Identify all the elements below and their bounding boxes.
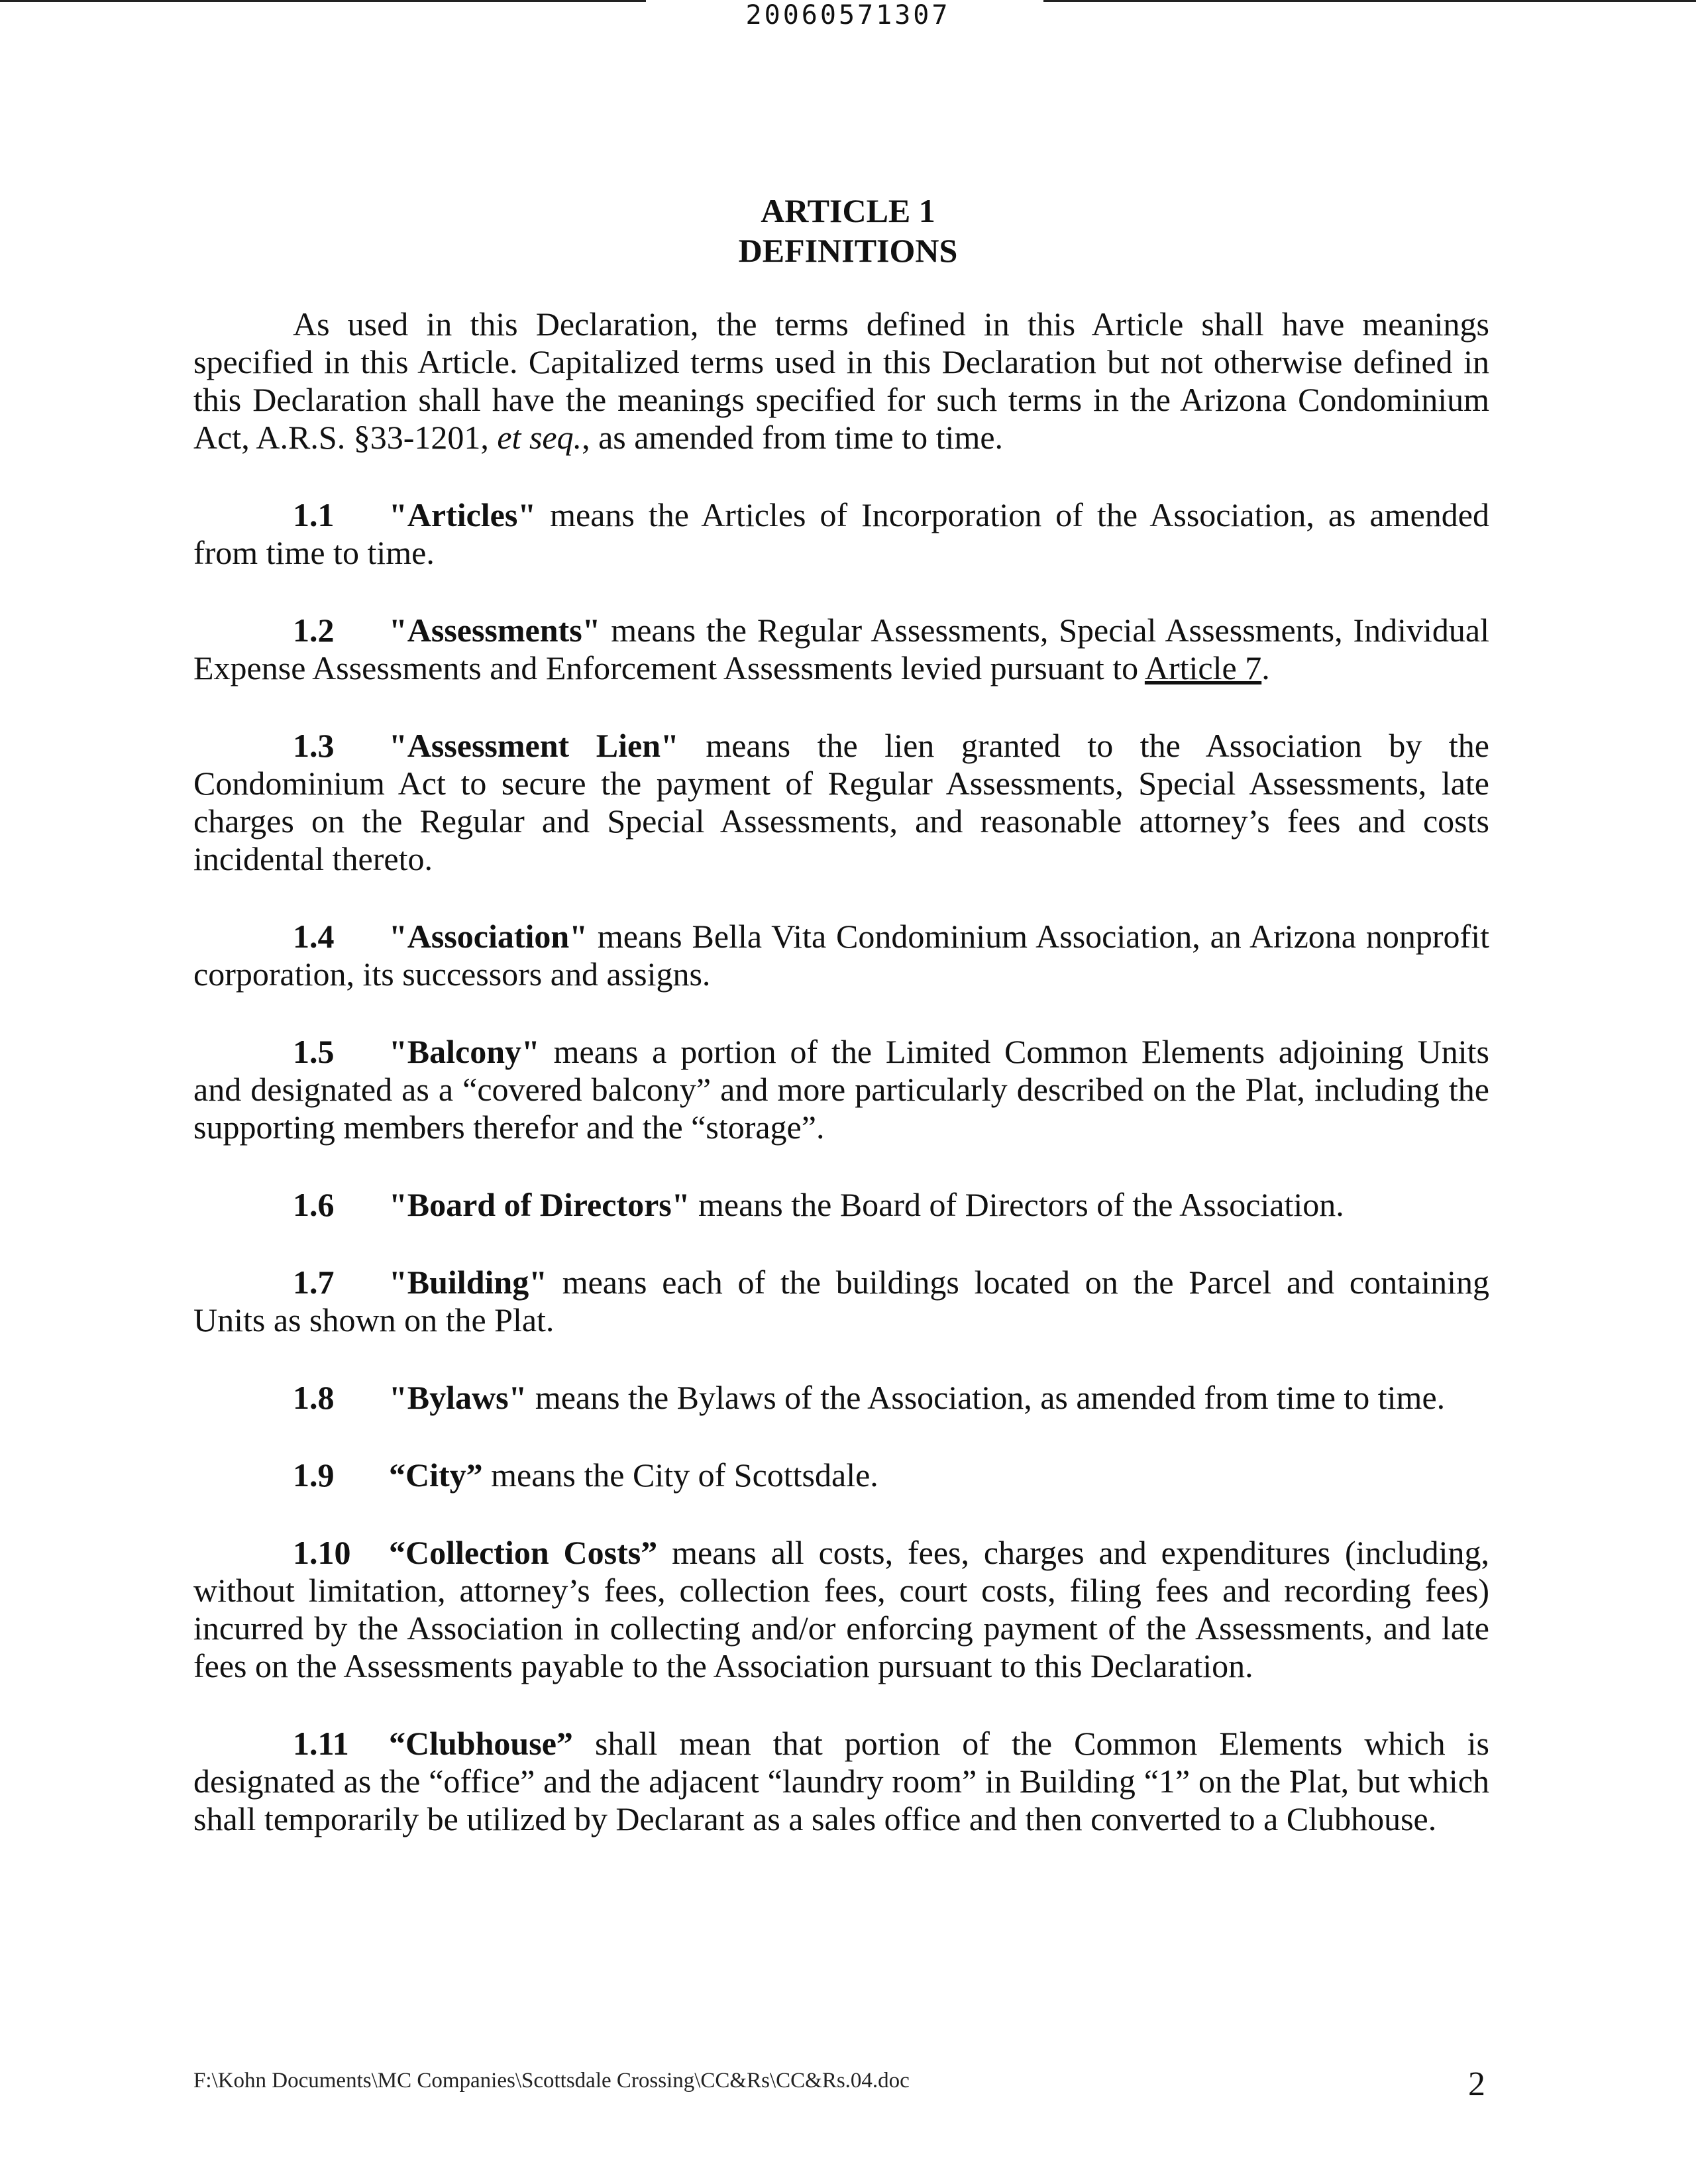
section-1-11 [193, 1725, 1489, 1838]
section-number: 1.6 [293, 1186, 335, 1223]
section-number: 1.7 [293, 1264, 335, 1301]
section-number: 1.9 [293, 1456, 335, 1494]
definition-text: means the lien granted to the Association by the Condominium Act to secure the payment of Regular Assessments, Special Assessments, late charges on the Regular and Special Assessments, and reasonable attorney’s fees and costs incidental thereto. [193, 727, 1489, 877]
section-1-6 [193, 1186, 1489, 1224]
definition-text: means each of the buildings located on the Parcel and containing Units as shown on the Plat. [193, 1264, 1489, 1338]
section-number: 1.11 [293, 1725, 349, 1762]
section-1-4 [193, 918, 1489, 993]
section-1-3 [193, 727, 1489, 878]
article-title: DEFINITIONS [738, 232, 958, 269]
section-number: 1.4 [293, 918, 335, 955]
definition-text: means all costs, fees, charges and expenditures (including, without limitation, attorney’s fees, collection fees, court costs, filing fees and recording fees) incurred by the Association in collecting and/or enforcing payment of the Assessments, and late fees on the Assessments payable to the Association pursuant to this Declaration. [193, 1534, 1489, 1684]
page-number: 2 [1468, 2065, 1485, 2103]
document-number: 20060571307 [745, 0, 951, 30]
defined-term: "Assessments" [389, 612, 601, 649]
definition-text: means the Board of Directors of the Association. [690, 1186, 1344, 1223]
section-1-7 [193, 1264, 1489, 1339]
section-number: 1.2 [293, 612, 335, 649]
defined-term: "Assessment Lien" [389, 727, 679, 764]
defined-term: "Articles" [389, 496, 537, 533]
defined-term: "Balcony" [389, 1033, 540, 1070]
section-number: 1.8 [293, 1379, 335, 1416]
definition-text: shall mean that portion of the Common Elements which is designated as the “office” and the adjacent “laundry room” in Building “1” on the Plat, but which shall temporarily be utilized by Declarant as a sales office and then converted to a Clubhouse. [193, 1725, 1489, 1837]
section-1-2: 1.2 "Assessments" means the Regular Assessments, Special Assessments, Individual Expense Assessments and Enforcement Assessments levied pursuant to Article 7. [193, 612, 1489, 686]
definition-text: means Bella Vita Condominium Association, an Arizona nonprofit corporation, its successors and assigns. [193, 918, 1489, 993]
defined-term: "Building" [389, 1264, 547, 1301]
definition-text: means a portion of the Limited Common Elements adjoining Units and designated as a “covered balcony” and more particularly described on the Plat, including the supporting members therefor and the “storage”. [193, 1033, 1489, 1146]
section-1-10 [193, 1534, 1489, 1685]
definition-text: means the Articles of Incorporation of the Association, as amended from time to time. [193, 496, 1489, 571]
defined-term: “Collection Costs” [389, 1534, 658, 1571]
section-number: 1.5 [293, 1033, 335, 1070]
defined-term: "Board of Directors" [389, 1186, 690, 1223]
defined-term: "Association" [389, 918, 588, 955]
footer-file-path: F:\Kohn Documents\MC Companies\Scottsdale Crossing\CC&Rs\CC&Rs.04.doc [193, 2069, 910, 2093]
definition-text: means the Regular Assessments, Special Assessments, Individual Expense Assessments and Enforcement Assessments levied pursuant to [193, 612, 1489, 686]
intro-paragraph: As used in this Declaration, the terms defined in this Article shall have meanings specified in this Article. Capitalized terms used in this Declaration but not otherwise defined in this Declaration shall have the meanings specified for such terms in the Arizona Condominium Act, A.R.S. §33-1201, et seq., as amended from time to time. [193, 305, 1489, 456]
defined-term: "Bylaws" [389, 1379, 527, 1416]
article-number: ARTICLE 1 [761, 192, 935, 229]
document-body [193, 305, 1489, 1838]
definition-text: means the City of Scottsdale. [482, 1456, 878, 1494]
section-1-9 [193, 1456, 1489, 1494]
defined-term: “City” [389, 1456, 483, 1494]
section-number: 1.10 [293, 1534, 351, 1571]
section-number: 1.3 [293, 727, 335, 764]
definition-text: means the Bylaws of the Association, as amended from time to time. [527, 1379, 1446, 1416]
article-heading [0, 191, 1696, 270]
section-1-1 [193, 496, 1489, 572]
defined-term: “Clubhouse” [389, 1725, 573, 1762]
section-1-8 [193, 1379, 1489, 1417]
section-1-5 [193, 1033, 1489, 1146]
section-number: 1.1 [293, 496, 335, 533]
article-7-reference: Article 7 [1144, 649, 1262, 686]
